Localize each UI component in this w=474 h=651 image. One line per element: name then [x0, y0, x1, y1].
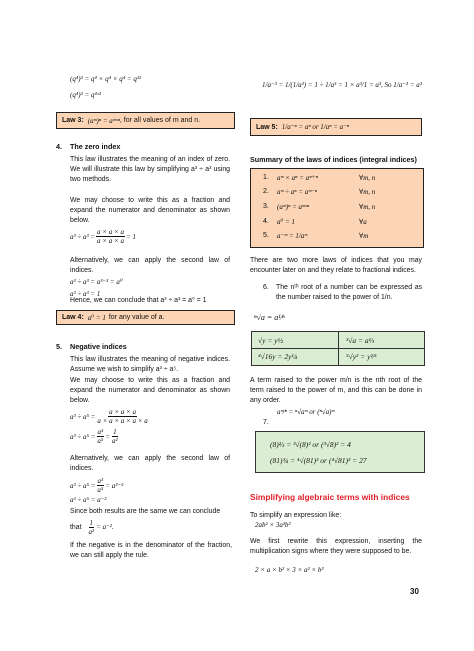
sec5-conclusion-prefix: that [70, 523, 82, 531]
root-example-2: ³√a = a⅓ [346, 336, 375, 345]
simplify-expression: 2ab² × 3a²b³ [255, 521, 291, 529]
summary-row-number: 1. [263, 174, 269, 181]
root-examples-box [251, 331, 425, 366]
summary-row-condition: ∀m, n [359, 188, 376, 196]
fraction-power-example-1: (8)⅔ = ³√(8)² or (³√8)² = 4 [270, 440, 351, 449]
summary-table [250, 168, 424, 248]
root-example-4: ⁵√y² = y²⁄⁵ [346, 352, 377, 361]
root-example-3: ⁴√16y = 2y¼ [258, 352, 298, 361]
sec4-eq1-rhs: = 1 [125, 232, 136, 241]
summary-row-condition: ∀m, n [359, 203, 376, 211]
summary-row-1 [263, 174, 376, 182]
page-number: 30 [410, 587, 419, 596]
summary-row-5 [263, 232, 369, 240]
law3-text: , for all values of m and n. [119, 117, 201, 124]
item-6-number: 6. [263, 284, 269, 291]
section-4-number: 4. [56, 142, 62, 151]
sec5-eq2-denominator-2: a² [112, 437, 118, 445]
top-math-line-1: (q⁴)³ = q⁴ × q⁴ × q⁴ = q¹² [70, 75, 142, 83]
sec5-equation-4: a³ ÷ a⁵ = a⁻² [70, 496, 107, 504]
sec5-equation-2 [70, 428, 120, 445]
summary-row-3 [263, 203, 376, 211]
fraction-power-example-2: (81)¾ = ⁴√(81)³ or (⁴√81)³ = 27 [270, 456, 367, 465]
sec5-eq3-numerator: a³ [97, 477, 104, 485]
summary-row-law: aᵐ ÷ aⁿ = aᵐ⁻ⁿ [277, 188, 318, 196]
section-4-title: The zero index [70, 142, 121, 151]
summary-title: Summary of the laws of indices (integral indices) [250, 155, 417, 164]
summary-row-condition: ∀a [359, 218, 367, 226]
summary-row-law: (aᵐ)ⁿ = aᵐˣⁿ [277, 203, 310, 211]
summary-row-4 [263, 218, 367, 226]
sec4-eq1-lhs: a³ ÷ a³ = [70, 232, 96, 241]
sec4-eq1-denominator: a × a × a [97, 237, 124, 245]
law4-box [56, 310, 235, 325]
sec5-eq1-numerator: a × a × a [109, 408, 137, 416]
fraction-power-examples-box [255, 431, 425, 473]
sec5-eq2-numerator: a³ [97, 428, 104, 436]
law4-label: Law 4: [62, 314, 84, 321]
sec4-conclusion: Hence, we can conclude that a³ ÷ a³ = a⁰ = 1 [70, 297, 207, 304]
fractional-intro: There are two more laws of indices that you may encounter later on and they relate to fractional indices. [250, 257, 422, 274]
sec5-equation-1 [70, 408, 150, 425]
top-math-line-2: (q⁴)³ = q⁴ˣ³ [70, 91, 101, 99]
sec4-paragraph-3: Alternatively, we can apply the second law of indices. [70, 257, 230, 274]
root-example-1: √y = y½ [258, 336, 284, 345]
sec5-eq2-numerator-2: 1 [113, 428, 117, 436]
item-7-number: 7. [263, 419, 269, 426]
sec4-paragraph-2: We may choose to write this as a fraction and expand the numerator and denominator as shown below. [70, 197, 230, 224]
summary-row-2 [263, 188, 376, 196]
summary-row-law: aᵐ × aⁿ = aᵐ⁺ⁿ [277, 174, 318, 182]
summary-row-condition: ∀m [359, 232, 369, 240]
right-top-equation: 1/a⁻³ = 1/(1/a³) = 1 ÷ 1/a³ = 1 × a³/1 = a³, So 1/a⁻³ = a³ [262, 81, 422, 89]
item-6-text: The nᵗʰ root of a number can be expressed as the number raised to the power of 1/n. [276, 284, 422, 301]
sec5-eq3-denominator: a⁵ [97, 486, 104, 494]
sec5-paragraph-4: Since both results are the same we can conclude [70, 508, 221, 515]
item-7-equation: aᵐ⁄ⁿ = ⁿ√aᵐ or (ⁿ√a)ᵐ [277, 408, 335, 416]
section-5-number: 5. [56, 342, 62, 351]
sec5-eq3-rhs: = a³⁻⁵ [105, 481, 124, 490]
summary-row-number: 3. [263, 203, 269, 210]
rewrite-expression: 2 × a × b² × 3 × a² × b³ [255, 566, 324, 574]
summary-row-number: 2. [263, 188, 269, 195]
sec5-equation-3 [70, 477, 124, 494]
sec5-eq2-lhs: a³ ÷ a⁵ = [70, 432, 96, 441]
simplify-intro: To simplify an expression like: [250, 512, 342, 519]
sec5-conclusion-numerator: 1 [89, 519, 94, 527]
sec5-paragraph-2: We may choose to write this as a fraction and expand the numerator and denominator as shown below. [70, 377, 230, 404]
sec5-conclusion-rhs: = a⁻². [96, 522, 114, 531]
law5-box [250, 118, 422, 136]
sec5-eq2-denominator: a⁵ [97, 437, 104, 445]
law5-formula: 1/a⁻ⁿ = aⁿ or 1/aⁿ = a⁻ⁿ [281, 123, 350, 131]
section-5-title: Negative indices [70, 342, 127, 351]
law4-formula: a⁰ = 1 [87, 313, 106, 322]
summary-row-condition: ∀m, n [359, 174, 376, 182]
sec5-eq3-lhs: a³ ÷ a⁵ = [70, 481, 96, 490]
sec4-equation-2a: a³ ÷ a³ = a³⁻³ = a⁰ [70, 278, 123, 286]
rewrite-paragraph: We first rewrite this expression, inserting the multiplication signs where they were supposed to be. [250, 538, 422, 555]
law3-box [56, 112, 235, 129]
sec5-paragraph-3: Alternatively, we can apply the second law of indices. [70, 455, 230, 472]
summary-row-number: 5. [263, 232, 269, 239]
law4-text: for any value of a. [108, 314, 165, 321]
sec4-eq1-numerator: a × a × a [97, 228, 124, 236]
section-title-simplifying: Simplifying algebraic terms with indices [250, 492, 410, 502]
sec4-equation-1 [70, 228, 136, 245]
law5-label: Law 5: [256, 123, 278, 131]
item-6-equation: ⁿ√a = a¹⁄ⁿ [254, 313, 285, 322]
sec5-eq2-rhs: = [105, 432, 111, 441]
sec5-conclusion [70, 519, 114, 536]
summary-row-law: a⁰ = 1 [277, 218, 296, 226]
sec4-equation-2b: a³ ÷ a³ = 1 [70, 290, 101, 298]
law3-label: Law 3: [62, 117, 84, 124]
sec5-eq1-denominator: a × a × a × a × a [97, 417, 148, 425]
law3-formula: (aᵐ)ⁿ = aᵐˣⁿ [87, 116, 120, 125]
sec4-paragraph-1: This law illustrates the meaning of an index of zero. We will illustrate this law by simplifying a³ ÷ a³ using two methods. [70, 156, 230, 183]
summary-row-number: 4. [263, 218, 269, 225]
power-mn-paragraph: A term raised to the power m/n is the nth root of the term raised to the power of m, and this can be done in any order. [250, 377, 422, 404]
sec5-paragraph-5: If the negative is in the denominator of the fraction, we can still apply the rule. [70, 542, 232, 559]
sec5-paragraph-1: This law illustrates the meaning of negative indices. Assume we wish to simplify a³ ÷ a⁵. [70, 356, 230, 373]
sec5-conclusion-denominator: a² [88, 528, 95, 536]
summary-row-law: a⁻ᵐ = 1/aᵐ [277, 232, 308, 240]
sec5-eq1-lhs: a³ ÷ a⁵ = [70, 412, 96, 421]
